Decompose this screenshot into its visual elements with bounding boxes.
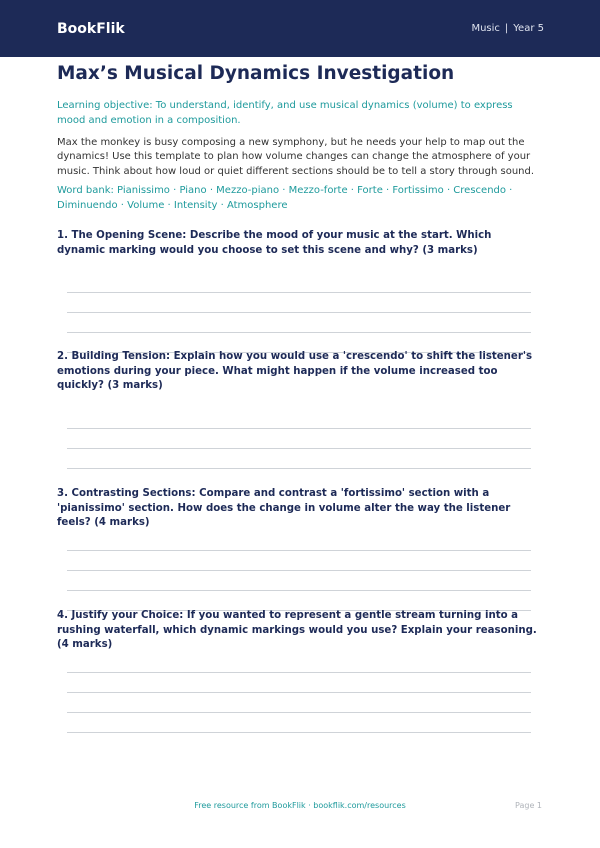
answer-line[interactable] bbox=[67, 732, 531, 733]
answer-line[interactable] bbox=[67, 712, 531, 713]
answer-line[interactable] bbox=[67, 590, 531, 591]
answer-line[interactable] bbox=[67, 448, 531, 449]
subject-separator: | bbox=[504, 23, 509, 34]
page-title: Max’s Musical Dynamics Investigation bbox=[57, 63, 455, 84]
question-2: 2. Building Tension: Explain how you would use a 'crescendo' to shift the listener's emotions during your piece. What might happen if the volume increased too quickly? (3 marks) bbox=[57, 351, 533, 392]
brand-logo: BookFlik bbox=[57, 20, 125, 37]
page-number: Page 1 bbox=[515, 801, 542, 810]
answer-line[interactable] bbox=[67, 672, 531, 673]
question-4: 4. Justify your Choice: If you wanted to represent a gentle stream turning into a rushing waterfall, which dynamic markings would you use? Explain your reasoning. (4 marks) bbox=[57, 610, 537, 651]
answer-line[interactable] bbox=[67, 692, 531, 693]
intro-paragraph: Max the monkey is busy composing a new symphony, but he needs your help to map out the dynamics! Use this template to plan how volume changes can change the atmosphere of your music. Think about how loud or quiet different sections should be to tell a story through sound. bbox=[57, 137, 535, 177]
answer-line[interactable] bbox=[67, 468, 531, 469]
answer-line[interactable] bbox=[67, 428, 531, 429]
footer-text: Free resource from BookFlik · bookflik.com/resources bbox=[194, 801, 406, 810]
answer-line[interactable] bbox=[67, 292, 531, 293]
word-bank: Word bank: Pianissimo · Piano · Mezzo-piano · Mezzo-forte · Forte · Fortissimo · Crescendo · Diminuendo · Volume · Intensity · Atmosphere bbox=[57, 185, 513, 211]
question-1: 1. The Opening Scene: Describe the mood of your music at the start. Which dynamic marking would you choose to set this scene and why? (3 marks) bbox=[57, 230, 492, 256]
answer-line[interactable] bbox=[67, 312, 531, 313]
question-3: 3. Contrasting Sections: Compare and contrast a 'fortissimo' section with a 'pianissimo' section. How does the change in volume alter the way the listener feels? (4 marks) bbox=[57, 488, 511, 529]
answer-line[interactable] bbox=[67, 332, 531, 333]
subject-label: Music bbox=[471, 23, 500, 34]
answer-line[interactable] bbox=[67, 570, 531, 571]
subject-year-label bbox=[471, 23, 544, 34]
answer-line[interactable] bbox=[67, 550, 531, 551]
year-label: Year 5 bbox=[513, 23, 544, 34]
header-bar bbox=[0, 0, 600, 57]
learning-objective: Learning objective: To understand, identify, and use musical dynamics (volume) to express mood and emotion in a composition. bbox=[57, 100, 513, 126]
